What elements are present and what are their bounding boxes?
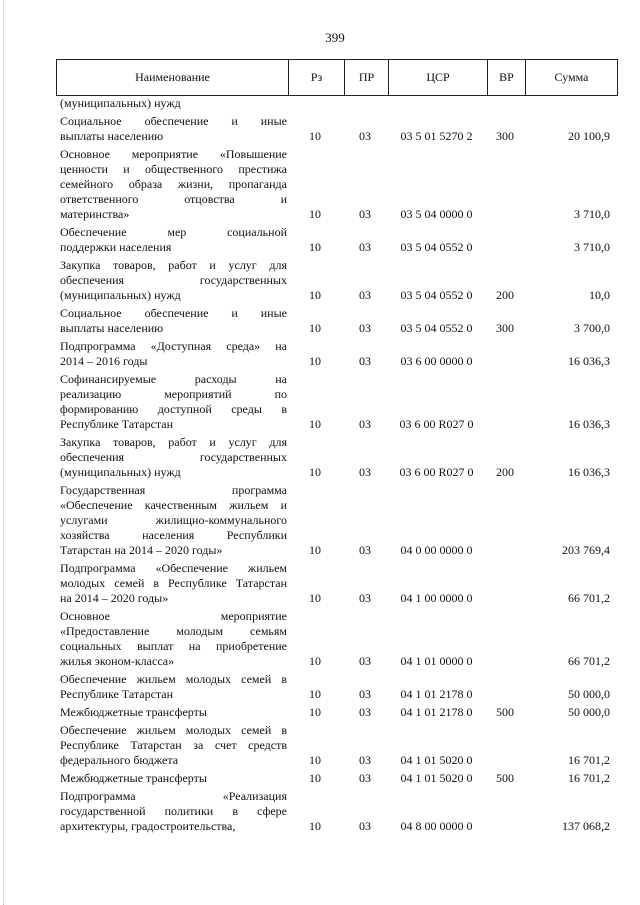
row-pr: 03 bbox=[359, 654, 371, 668]
row-rz: 10 bbox=[309, 417, 321, 431]
row-sum: 3 700,0 bbox=[574, 321, 610, 335]
row-name-line: услугами жилищно-коммунального bbox=[60, 513, 287, 527]
row-name-line: Республике Татарстан bbox=[60, 687, 174, 701]
row-name-line: семейного образа жизни, пропаганда bbox=[60, 177, 287, 191]
page-margin-line bbox=[3, 0, 4, 905]
row-name-line: Межбюджетные трансферты bbox=[60, 705, 207, 719]
row-csr: 03 6 00 R027 0 bbox=[399, 417, 474, 431]
row-rz: 10 bbox=[309, 687, 321, 701]
row-name-line: обеспечения государственных bbox=[60, 450, 287, 464]
row-name bbox=[56, 561, 287, 606]
row-name-line: выплаты населению bbox=[60, 321, 164, 335]
table-row bbox=[56, 483, 618, 558]
row-name-line: архитектуры, градостроительства, bbox=[60, 819, 236, 833]
row-csr: 03 5 04 0552 0 bbox=[400, 321, 473, 335]
table-row bbox=[56, 96, 618, 111]
row-name-line: Республике Татарстан bbox=[60, 417, 174, 431]
row-name bbox=[56, 225, 287, 255]
row-pr: 03 bbox=[359, 819, 371, 833]
row-csr: 04 1 01 2178 0 bbox=[400, 687, 473, 701]
page-number: 399 bbox=[325, 30, 345, 45]
column-header-pr: ПР bbox=[344, 60, 388, 95]
row-name bbox=[56, 258, 287, 303]
row-name-line: поддержки населения bbox=[60, 240, 172, 254]
row-pr: 03 bbox=[359, 771, 371, 785]
column-header-rz: Рз bbox=[288, 60, 344, 95]
row-name bbox=[56, 789, 287, 834]
row-name-line: Софинансируемые расходы на bbox=[60, 372, 287, 386]
row-name-line: молодых семей в Республике Татарстан bbox=[60, 576, 287, 590]
row-name bbox=[56, 96, 287, 111]
row-pr: 03 bbox=[359, 321, 371, 335]
row-name bbox=[56, 306, 287, 336]
row-name-line: Обеспечение жильем молодых семей в bbox=[60, 723, 287, 737]
row-pr: 03 bbox=[359, 705, 371, 719]
column-header-vr: ВР bbox=[487, 60, 525, 95]
row-sum: 16 701,2 bbox=[568, 753, 610, 767]
row-pr: 03 bbox=[359, 417, 371, 431]
row-name-line: выплаты населению bbox=[60, 129, 164, 143]
row-name-line: (муниципальных) нужд bbox=[60, 465, 181, 479]
row-name-line: реализацию мероприятий по bbox=[60, 387, 287, 401]
row-name-line: Межбюджетные трансферты bbox=[60, 771, 207, 785]
row-vr: 200 bbox=[496, 288, 514, 302]
row-name-line: жилья эконом-класса» bbox=[60, 654, 175, 668]
row-csr: 03 5 04 0000 0 bbox=[400, 207, 473, 221]
row-csr: 03 5 01 5270 2 bbox=[400, 129, 473, 143]
row-name bbox=[56, 771, 287, 786]
row-name bbox=[56, 372, 287, 432]
row-name bbox=[56, 114, 287, 144]
row-name-line: «Предоставление молодым семьям bbox=[60, 624, 287, 638]
row-name-line: Закупка товаров, работ и услуг для bbox=[60, 258, 287, 272]
table-row bbox=[56, 561, 618, 606]
row-name-line: ценности и общественного престижа bbox=[60, 162, 287, 176]
row-csr: 04 1 01 5020 0 bbox=[400, 771, 473, 785]
row-name-line: (муниципальных) нужд bbox=[60, 288, 181, 302]
row-csr: 03 6 00 0000 0 bbox=[400, 354, 473, 368]
row-name bbox=[56, 723, 287, 768]
row-sum: 16 701,2 bbox=[568, 771, 610, 785]
row-rz: 10 bbox=[309, 288, 321, 302]
table-body bbox=[56, 96, 618, 834]
row-name-line: Обеспечение жильем молодых семей в bbox=[60, 672, 287, 686]
table-row bbox=[56, 225, 618, 255]
row-vr: 300 bbox=[496, 321, 514, 335]
row-csr: 04 0 00 0000 0 bbox=[400, 543, 473, 557]
table-row bbox=[56, 114, 618, 144]
row-sum: 10,0 bbox=[589, 288, 610, 302]
column-header-name: Наименование bbox=[135, 70, 210, 84]
row-name-line: Государственная программа bbox=[60, 483, 287, 497]
row-sum: 137 068,2 bbox=[562, 819, 610, 833]
table-row bbox=[56, 339, 618, 369]
row-name-line: федерального бюджета bbox=[60, 753, 179, 767]
table-header bbox=[56, 59, 618, 96]
row-name bbox=[56, 339, 287, 369]
row-sum: 3 710,0 bbox=[574, 240, 610, 254]
row-name-line: формированию доступной среды в bbox=[60, 402, 287, 416]
row-csr: 04 1 01 5020 0 bbox=[400, 753, 473, 767]
table-row bbox=[56, 372, 618, 432]
row-pr: 03 bbox=[359, 354, 371, 368]
row-csr: 03 5 04 0552 0 bbox=[400, 240, 473, 254]
row-sum: 50 000,0 bbox=[568, 705, 610, 719]
row-name-line: 2014 – 2016 годы bbox=[60, 354, 148, 368]
row-name-line: на 2014 – 2020 годы» bbox=[60, 591, 169, 605]
row-rz: 10 bbox=[309, 129, 321, 143]
column-header-csr: ЦСР bbox=[388, 60, 487, 95]
row-pr: 03 bbox=[359, 288, 371, 302]
table-row bbox=[56, 306, 618, 336]
table-row bbox=[56, 258, 618, 303]
row-name bbox=[56, 483, 287, 558]
row-name-line: Подпрограмма «Обеспечение жильем bbox=[60, 561, 287, 575]
row-name-line: обеспечения государственных bbox=[60, 273, 287, 287]
row-sum: 50 000,0 bbox=[568, 687, 610, 701]
row-name-line: Основное мероприятие bbox=[60, 609, 287, 623]
row-pr: 03 bbox=[359, 591, 371, 605]
row-rz: 10 bbox=[309, 753, 321, 767]
row-name-line: ответственного отцовства и bbox=[60, 192, 287, 206]
table-row bbox=[56, 723, 618, 768]
table-row bbox=[56, 789, 618, 834]
row-name-line: материнства» bbox=[60, 207, 130, 221]
row-rz: 10 bbox=[309, 591, 321, 605]
row-rz: 10 bbox=[309, 207, 321, 221]
row-name-line: Подпрограмма «Реализация bbox=[60, 789, 287, 803]
row-rz: 10 bbox=[309, 465, 321, 479]
row-sum: 16 036,3 bbox=[568, 354, 610, 368]
row-vr: 200 bbox=[496, 465, 514, 479]
row-name bbox=[56, 147, 287, 222]
table-row bbox=[56, 705, 618, 720]
row-name bbox=[56, 672, 287, 702]
row-name-line: «Обеспечение качественным жильем и bbox=[60, 498, 287, 512]
row-name-line: Татарстан на 2014 – 2020 годы» bbox=[60, 543, 223, 557]
table-row bbox=[56, 672, 618, 702]
row-name bbox=[56, 705, 287, 720]
row-pr: 03 bbox=[359, 207, 371, 221]
row-rz: 10 bbox=[309, 543, 321, 557]
row-name-line: Основное мероприятие «Повышение bbox=[60, 147, 287, 161]
row-vr: 300 bbox=[496, 129, 514, 143]
row-sum: 203 769,4 bbox=[562, 543, 610, 557]
row-name-line: Закупка товаров, работ и услуг для bbox=[60, 435, 287, 449]
row-pr: 03 bbox=[359, 543, 371, 557]
row-name bbox=[56, 609, 287, 669]
row-name-line: Обеспечение мер социальной bbox=[60, 225, 287, 239]
row-pr: 03 bbox=[359, 129, 371, 143]
row-sum: 20 100,9 bbox=[568, 129, 610, 143]
column-header-sum: Сумма bbox=[525, 60, 617, 95]
row-rz: 10 bbox=[309, 354, 321, 368]
row-vr: 500 bbox=[496, 771, 514, 785]
row-csr: 04 8 00 0000 0 bbox=[400, 819, 473, 833]
row-name-line: Социальное обеспечение и иные bbox=[60, 114, 287, 128]
row-csr: 04 1 01 0000 0 bbox=[400, 654, 473, 668]
row-sum: 3 710,0 bbox=[574, 207, 610, 221]
row-rz: 10 bbox=[309, 771, 321, 785]
row-csr: 04 1 01 2178 0 bbox=[400, 705, 473, 719]
row-name-line: Республике Татарстан за счет средств bbox=[60, 738, 287, 752]
row-sum: 16 036,3 bbox=[568, 417, 610, 431]
table-row bbox=[56, 771, 618, 786]
row-sum: 66 701,2 bbox=[568, 654, 610, 668]
row-pr: 03 bbox=[359, 240, 371, 254]
row-name-line: хозяйства населения Республики bbox=[60, 528, 287, 542]
row-vr: 500 bbox=[496, 705, 514, 719]
row-name-line: Социальное обеспечение и иные bbox=[60, 306, 287, 320]
row-csr: 04 1 00 0000 0 bbox=[400, 591, 473, 605]
row-name-line: (муниципальных) нужд bbox=[60, 96, 181, 110]
table-row bbox=[56, 435, 618, 480]
row-pr: 03 bbox=[359, 753, 371, 767]
row-pr: 03 bbox=[359, 465, 371, 479]
row-csr: 03 6 00 R027 0 bbox=[399, 465, 474, 479]
row-rz: 10 bbox=[309, 819, 321, 833]
row-rz: 10 bbox=[309, 705, 321, 719]
table-row bbox=[56, 609, 618, 669]
row-name-line: Подпрограмма «Доступная среда» на bbox=[60, 339, 287, 353]
row-rz: 10 bbox=[309, 321, 321, 335]
row-pr: 03 bbox=[359, 687, 371, 701]
row-rz: 10 bbox=[309, 240, 321, 254]
table-row bbox=[56, 147, 618, 222]
row-name-line: социальных выплат на приобретение bbox=[60, 639, 287, 653]
row-name-line: государственной политики в сфере bbox=[60, 804, 287, 818]
row-name bbox=[56, 435, 287, 480]
row-csr: 03 5 04 0552 0 bbox=[400, 288, 473, 302]
row-rz: 10 bbox=[309, 654, 321, 668]
row-sum: 66 701,2 bbox=[568, 591, 610, 605]
row-sum: 16 036,3 bbox=[568, 465, 610, 479]
